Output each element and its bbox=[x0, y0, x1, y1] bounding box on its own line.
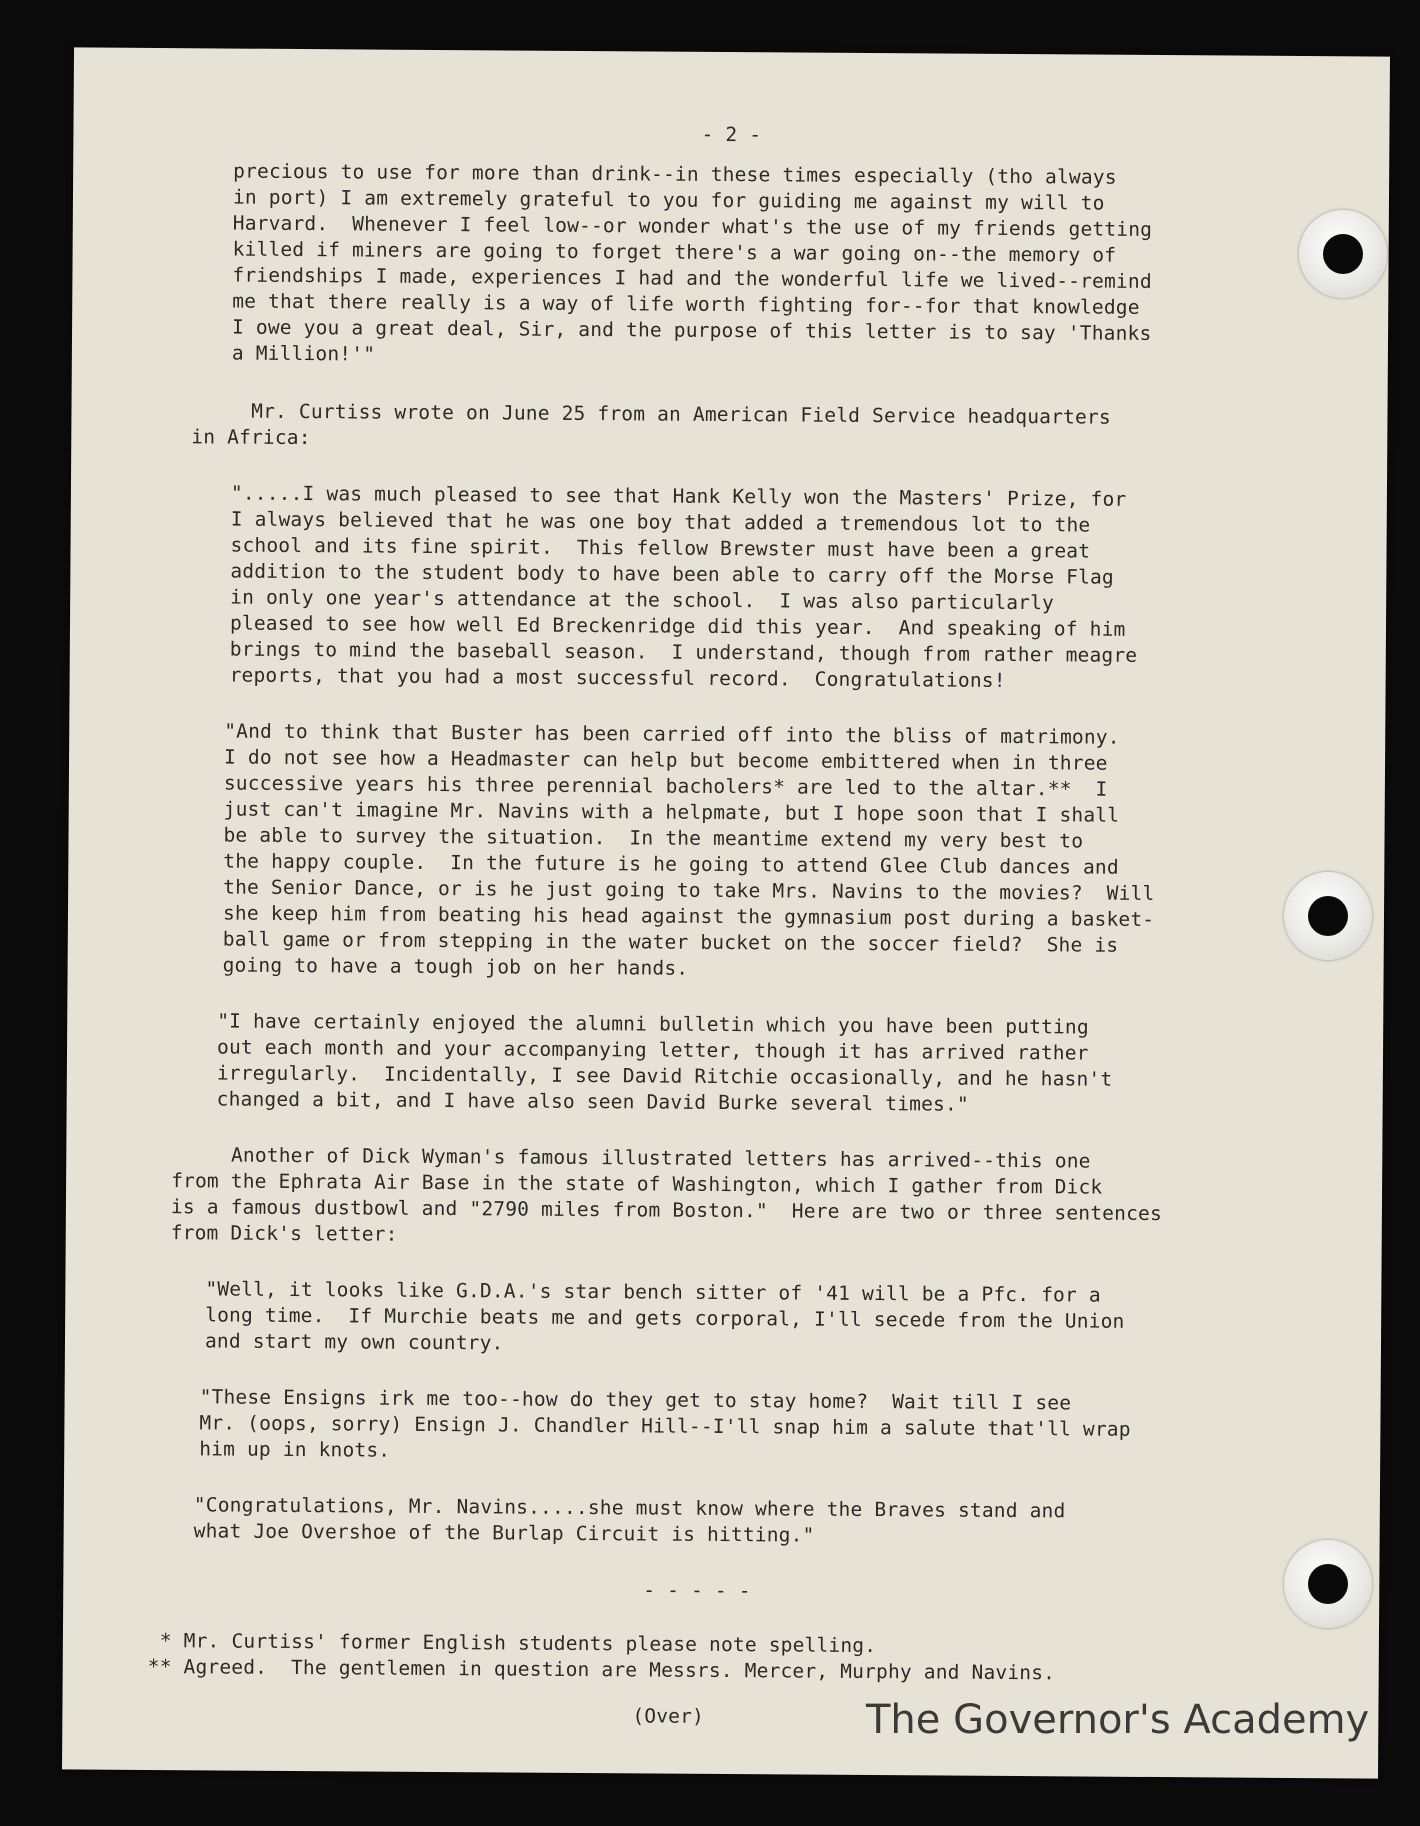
text-line: him up in knots. bbox=[199, 1437, 391, 1462]
text-line: school and its fine spirit. This fellow Brewster must have been a great bbox=[230, 533, 1091, 563]
text-line: in only one year's attendance at the school. I was also particularly bbox=[230, 585, 1055, 615]
text-line: me that there really is a way of life worth fighting for--for that knowledge bbox=[232, 289, 1140, 319]
paragraph-letter-continuation bbox=[74, 47, 1390, 366]
watermark: The Governor's Academy bbox=[866, 1697, 1370, 1743]
text-line: friendships I made, experiences I had and the wonderful life we lived--remind bbox=[232, 263, 1152, 293]
text-line: I owe you a great deal, Sir, and the purpose of this letter is to say 'Thanks bbox=[231, 315, 1152, 345]
text-line: I always believed that he was one boy that added a tremendous lot to the bbox=[230, 507, 1091, 537]
text-line: be able to survey the situation. In the meantime extend my very best to bbox=[223, 823, 1084, 853]
text-line: changed a bit, and I have also seen David Burke several times." bbox=[216, 1087, 969, 1116]
text-line: in Africa: bbox=[191, 425, 311, 450]
text-line: irregularly. Incidentally, I see David Ritchie occasionally, and he hasn't bbox=[216, 1061, 1113, 1091]
text-line: from Dick's letter: bbox=[170, 1221, 398, 1246]
text-line: in port) I am extremely grateful to you for guiding me against my will to bbox=[232, 185, 1105, 215]
text-line: "Congratulations, Mr. Navins.....she must know where the Braves stand and bbox=[193, 1493, 1066, 1523]
text-line: the happy couple. In the future is he going to attend Glee Club dances and bbox=[223, 849, 1119, 879]
page-number: - 2 - bbox=[701, 122, 762, 147]
text-line: a Million!'" bbox=[231, 341, 376, 366]
text-line: reports, that you had a most successful record. Congratulations! bbox=[229, 663, 1006, 692]
text-line: "Well, it looks like G.D.A.'s star bench sitter of '41 will be a Pfc. for a bbox=[205, 1277, 1101, 1307]
text-line: "And to think that Buster has been carried off into the bliss of matrimony. bbox=[224, 719, 1120, 749]
text-line: the Senior Dance, or is he just going to take Mrs. Navins to the movies? Will bbox=[223, 875, 1155, 905]
text-line: successive years his three perennial bacholers* are led to the altar.** I bbox=[223, 771, 1108, 801]
binder-hole bbox=[1299, 210, 1387, 298]
text-line: pleased to see how well Ed Breckenridge did this year. And speaking of him bbox=[229, 611, 1126, 641]
text-line: and start my own country. bbox=[204, 1329, 504, 1355]
text-line: ball game or from stepping in the water bucket on the soccer field? She is bbox=[222, 927, 1119, 957]
text-line: what Joe Overshoe of the Burlap Circuit is hitting." bbox=[193, 1519, 815, 1547]
text-line: killed if miners are going to forget there's a war going on--the memory of bbox=[232, 237, 1117, 267]
text-line: brings to mind the baseball season. I understand, though from rather meagre bbox=[229, 637, 1138, 667]
text-line: from the Ephrata Air Base in the state of Washington, which I gather from Dick bbox=[171, 1169, 1103, 1199]
text-line: long time. If Murchie beats me and gets corporal, I'll secede from the Union bbox=[205, 1303, 1125, 1333]
over-note: (Over) bbox=[632, 1704, 705, 1728]
text-line: "These Ensigns irk me too--how do they get to stay home? Wait till I see bbox=[199, 1385, 1072, 1415]
document-page bbox=[62, 47, 1390, 1778]
text-line: ".....I was much pleased to see that Hank Kelly won the Masters' Prize, for bbox=[230, 481, 1127, 511]
text-line: precious to use for more than drink--in these times especially (tho always bbox=[233, 159, 1117, 189]
text-line: out each month and your accompanying letter, though it has arrived rather bbox=[216, 1035, 1089, 1065]
binder-hole bbox=[1284, 1540, 1372, 1628]
binder-hole bbox=[1284, 872, 1372, 960]
text-line: Another of Dick Wyman's famous illustrated letters has arrived--this one bbox=[171, 1143, 1091, 1173]
text-line: is a famous dustbowl and "2790 miles from Boston." Here are two or three sentences bbox=[170, 1195, 1163, 1226]
text-line: Harvard. Whenever I feel low--or wonder what's the use of my friends getting bbox=[232, 211, 1153, 241]
text-line: she keep him from beating his head against the gymnasium post during a basket- bbox=[222, 901, 1155, 931]
text-line: Mr. Curtiss wrote on June 25 from an American Field Service headquarters bbox=[191, 399, 1111, 429]
section-separator: - - - - - bbox=[643, 1578, 751, 1603]
text-line: I do not see how a Headmaster can help but become embittered when in three bbox=[223, 745, 1108, 775]
text-line: going to have a tough job on her hands. bbox=[222, 953, 689, 980]
text-line: just can't imagine Mr. Navins with a helpmate, but I hope soon that I shall bbox=[223, 797, 1120, 827]
text-line: addition to the student body to have been able to carry off the Morse Flag bbox=[230, 559, 1114, 589]
footnote: ** Agreed. The gentlemen in question are Messrs. Mercer, Murphy and Navins. bbox=[147, 1654, 1056, 1685]
text-line: "I have certainly enjoyed the alumni bulletin which you have been putting bbox=[217, 1009, 1089, 1039]
footnote: * Mr. Curtiss' former English students please note spelling. bbox=[147, 1628, 877, 1658]
text-line: Mr. (oops, sorry) Ensign J. Chandler Hill--I'll snap him a salute that'll wrap bbox=[199, 1411, 1131, 1441]
